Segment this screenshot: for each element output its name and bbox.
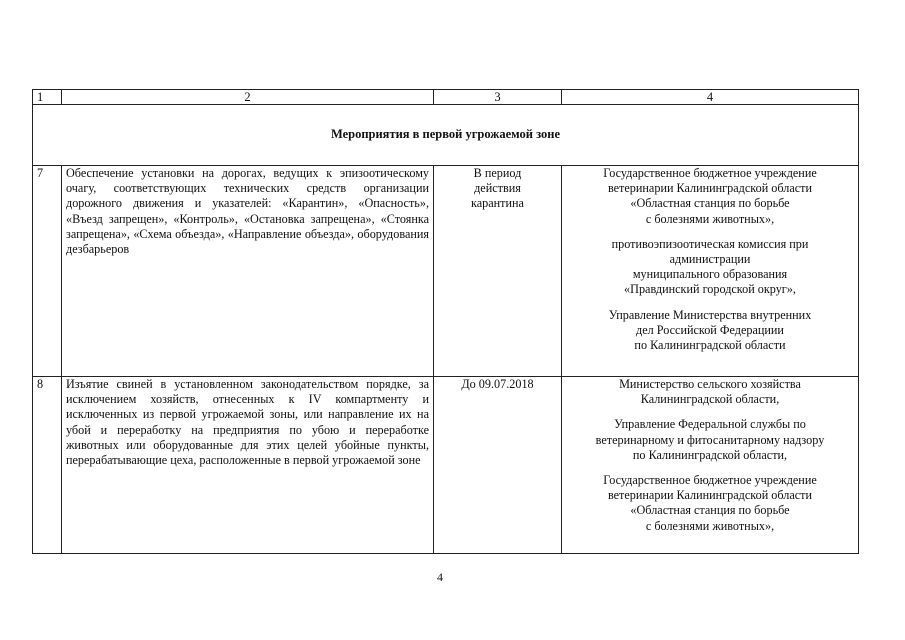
responsible-entry bbox=[566, 166, 854, 227]
responsible-line: противоэпизоотическая комиссия при bbox=[611, 236, 809, 251]
term-line: В период bbox=[473, 166, 522, 180]
column-number-3: 3 bbox=[434, 90, 562, 105]
measure-text: Изъятие свиней в установленном законодательством порядке, за исключением хозяйств, отнесенных к IV компартменту и исключенных из первой угрожаемой зоны, или направление их на убой и переработку на предприятия по убою и переработке животных или оборудованные для этих целей убойные пункты, перерабатывающие цеха, расположенные в первой угрожаемой зоне bbox=[66, 377, 429, 468]
column-number-1: 1 bbox=[33, 90, 62, 105]
responsible-line: «Областная станция по борьбе bbox=[630, 196, 790, 211]
measure-text: Обеспечение установки на дорогах, ведущих к эпизоотическому очагу, соответствующих технических средств организации дорожного движения и указателей: «Карантин», «Опасность», «Въезд запрещен», «Контроль», «Остановка запрещена», «Стоянка запрещена», «Схема объезда», «Направление объезда», оборудования дезбарьеров bbox=[66, 166, 429, 257]
responsible-cell bbox=[562, 166, 859, 377]
responsible-line: Министерство сельского хозяйства bbox=[619, 377, 801, 391]
measures-table bbox=[32, 89, 859, 554]
table-row bbox=[33, 166, 859, 377]
responsible-line: Управление Федеральной службы по bbox=[614, 417, 806, 432]
row-number: 7 bbox=[33, 166, 62, 377]
column-number-2: 2 bbox=[62, 90, 434, 105]
term-cell bbox=[434, 166, 562, 377]
responsible-line: Государственное бюджетное учреждение bbox=[603, 473, 817, 488]
responsible-entry bbox=[566, 417, 854, 463]
measure-cell bbox=[62, 166, 434, 377]
term-cell bbox=[434, 377, 562, 554]
column-number-row bbox=[33, 90, 859, 105]
responsible-line: ветеринарии Калининградской области bbox=[607, 181, 813, 196]
responsible-line: ветеринарии Калининградской области bbox=[607, 488, 813, 503]
term-line: карантина bbox=[471, 196, 524, 211]
responsible-entry bbox=[566, 473, 854, 534]
responsible-line: с болезнями животных», bbox=[645, 211, 775, 226]
section-row bbox=[33, 105, 859, 166]
responsible-line: ветеринарному и фитосанитарному надзору bbox=[595, 432, 825, 447]
responsible-line: Калининградской области, bbox=[640, 392, 780, 407]
responsible-line: по Калининградской области bbox=[634, 338, 786, 353]
page-number: 4 bbox=[437, 570, 443, 584]
term-line: действия bbox=[474, 181, 521, 196]
responsible-entry bbox=[566, 377, 854, 407]
responsible-cell bbox=[562, 377, 859, 554]
table-row bbox=[33, 377, 859, 554]
responsible-line: муниципального образования bbox=[632, 267, 788, 282]
responsible-entry bbox=[566, 308, 854, 354]
measure-cell bbox=[62, 377, 434, 554]
responsible-line: «Областная станция по борьбе bbox=[630, 503, 790, 518]
responsible-line: Государственное бюджетное учреждение bbox=[603, 166, 817, 180]
column-number-4: 4 bbox=[562, 90, 859, 105]
responsible-line: «Правдинский городской округ», bbox=[624, 282, 796, 297]
responsible-line: администрации bbox=[669, 252, 751, 267]
row-number: 8 bbox=[33, 377, 62, 554]
responsible-line: с болезнями животных», bbox=[645, 518, 775, 533]
responsible-line: по Калининградской области, bbox=[632, 447, 788, 462]
responsible-entry bbox=[566, 237, 854, 298]
section-title: Мероприятия в первой угрожаемой зоне bbox=[33, 105, 859, 166]
term-line: До 09.07.2018 bbox=[461, 377, 534, 391]
responsible-line: Управление Министерства внутренних bbox=[608, 307, 812, 322]
responsible-line: дел Российской Федерациии bbox=[636, 322, 784, 337]
